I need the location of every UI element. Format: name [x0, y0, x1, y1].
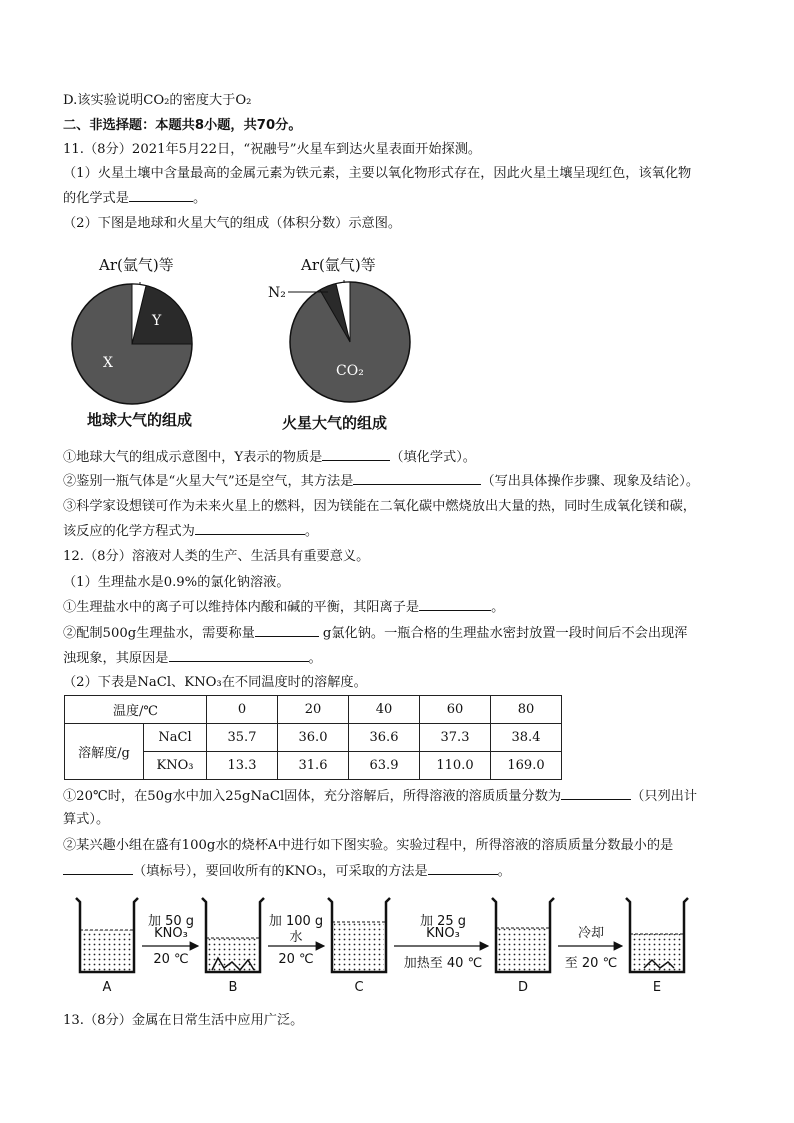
- answer-blank[interactable]: [419, 598, 491, 611]
- table-row-name: KNO₃: [144, 752, 207, 780]
- beaker-b: [202, 898, 264, 972]
- q11-part1-b-end: 。: [192, 191, 207, 206]
- q11-sub1-end: （填化学式）。: [390, 450, 476, 465]
- q12-sub2-a-text: ②配制500g生理盐水，需要称量: [63, 626, 255, 641]
- beaker-label: E: [652, 980, 662, 995]
- q12-2-sub1-b: 算式）。: [63, 812, 110, 827]
- q12-2-sub2-b: [63, 862, 511, 881]
- answer-blank[interactable]: [63, 862, 133, 875]
- earth-x-label: X: [103, 355, 113, 371]
- answer-blank[interactable]: [353, 472, 481, 485]
- beaker-e: [626, 898, 688, 972]
- table-cell: 31.6: [278, 752, 349, 780]
- option-d: D.该实验说明CO₂的密度大于O₂: [63, 93, 252, 108]
- answer-blank[interactable]: [322, 448, 390, 461]
- q12-part2: （2）下表是NaCl、KNO₃在不同温度时的溶解度。: [63, 675, 367, 690]
- q11-part2: （2）下图是地球和火星大气的组成（体积分数）示意图。: [63, 216, 402, 231]
- q12-2-sub2-a: ②某兴趣小组在盛有100g水的烧杯A中进行如下图实验。实验过程中，所得溶液的溶质质量分数最小的是: [63, 838, 674, 853]
- beaker-label: B: [228, 980, 238, 995]
- beaker-label: D: [517, 980, 528, 995]
- q11-sub3-a: ③科学家设想镁可作为未来火星上的燃料，因为镁能在二氧化碳中燃烧放出大量的热，同时生成氧化镁和碳，: [63, 499, 696, 514]
- q11-sub2-text: ②鉴别一瓶气体是“火星大气”还是空气，其方法是: [63, 474, 354, 489]
- answer-blank[interactable]: [428, 862, 498, 875]
- q13-stem: 13.（8分）金属在日常生活中应用广泛。: [63, 1013, 304, 1028]
- q12-2-sub1-a: [63, 787, 697, 806]
- earth-pie-caption: 地球大气的组成: [87, 411, 193, 429]
- table-cell: 36.0: [278, 724, 349, 752]
- answer-blank[interactable]: [255, 624, 319, 637]
- mars-pie-caption: 火星大气的组成: [282, 414, 388, 432]
- step3-top2: KNO₃: [426, 926, 460, 941]
- table-header-cell: 60: [420, 696, 491, 724]
- q11-stem: 11.（8分）2021年5月22日，“祝融号”火星车到达火星表面开始探测。: [63, 142, 482, 157]
- table-header-cell: 20: [278, 696, 349, 724]
- step1-bottom: 20 ℃: [153, 952, 189, 967]
- beaker-drawing: [62, 892, 742, 1002]
- q12-sub2-a: [63, 624, 687, 643]
- earth-y-label: Y: [152, 313, 162, 329]
- q12-sub2-b-end: 。: [308, 651, 322, 666]
- step3-top1: 加 25 g: [419, 914, 467, 929]
- step2-top2: 水: [289, 930, 303, 945]
- table-header-cell: 80: [491, 696, 562, 724]
- q12-2-sub2-b-mid: （填标号），要回收所有的KNO₃，可采取的方法是: [133, 864, 428, 879]
- table-row: [65, 724, 562, 752]
- q11-sub1: [63, 448, 476, 467]
- q11-part1-a: （1）火星土壤中含量最高的金属元素为铁元素，主要以氧化物形式存在，因此火星土壤呈现红色，该氧化物: [63, 166, 692, 181]
- section-heading: 二、非选择题：本题共8小题，共70分。: [63, 118, 302, 133]
- table-cell: 63.9: [349, 752, 420, 780]
- beaker-a: [76, 898, 138, 972]
- q12-2-sub2-b-end: 。: [497, 864, 511, 879]
- q12-sub1-text: ①生理盐水中的离子可以维持体内酸和碱的平衡，其阳离子是: [63, 600, 420, 615]
- q11-sub1-text: ①地球大气的组成示意图中，Y表示的物质是: [63, 450, 323, 465]
- step3-bottom: 加热至 40 ℃: [403, 956, 483, 971]
- table-cell: 13.3: [207, 752, 278, 780]
- q11-sub2-end: （写出具体操作步骤、现象及结论）。: [481, 474, 700, 489]
- q11-part1-b: [63, 189, 206, 208]
- table-cell: 37.3: [420, 724, 491, 752]
- q12-sub2-a-mid: g氯化钠。一瓶合格的生理盐水密封放置一段时间后不会出现浑: [322, 626, 688, 641]
- table-header-label: 温度/℃: [65, 696, 207, 724]
- mars-n2-label: N₂: [268, 285, 286, 301]
- q11-sub3-b-end: 。: [304, 524, 319, 539]
- table-cell: 38.4: [491, 724, 562, 752]
- beaker-experiment-diagram: [62, 892, 742, 1002]
- q12-sub2-b-text: 浊现象，其原因是: [63, 651, 169, 666]
- beaker-c: [328, 898, 390, 972]
- table-header-cell: 40: [349, 696, 420, 724]
- solubility-table: [64, 695, 562, 780]
- q11-sub3-b: [63, 522, 318, 541]
- q11-part1-b-text: 的化学式是: [63, 191, 129, 206]
- earth-atmosphere-pie: [70, 282, 194, 406]
- mars-co2-label: CO₂: [336, 363, 364, 379]
- mars-ar-label: Ar(氩气)等: [301, 256, 376, 274]
- q11-sub2: [63, 472, 699, 491]
- table-header-row: [65, 696, 562, 724]
- answer-blank[interactable]: [129, 189, 193, 202]
- beaker-label: C: [354, 980, 364, 995]
- mars-atmosphere-pie: [288, 280, 412, 404]
- step4-top1: 冷却: [577, 926, 604, 941]
- q12-stem: 12.（8分）溶液对人类的生产、生活具有重要意义。: [63, 549, 370, 564]
- step1-top2: KNO₃: [154, 926, 188, 941]
- q12-part1: （1）生理盐水是0.9%的氯化钠溶液。: [63, 575, 290, 590]
- table-cell: 169.0: [491, 752, 562, 780]
- step4-bottom: 至 20 ℃: [564, 956, 618, 971]
- step1-top1: 加 50 g: [147, 914, 195, 929]
- beaker-d: [492, 898, 554, 972]
- step2-top1: 加 100 g: [268, 914, 324, 929]
- table-row-group-label: 溶解度/g: [65, 724, 144, 780]
- step2-bottom: 20 ℃: [278, 952, 314, 967]
- q12-2-sub1-a-text: ①20℃时，在50g水中加入25gNaCl固体，充分溶解后，所得溶液的溶质质量分数为: [63, 789, 562, 804]
- table-row-name: NaCl: [144, 724, 207, 752]
- table-header-cell: 0: [207, 696, 278, 724]
- answer-blank[interactable]: [561, 787, 631, 800]
- table-cell: 36.6: [349, 724, 420, 752]
- table-cell: 110.0: [420, 752, 491, 780]
- earth-ar-label: Ar(氩气)等: [99, 256, 174, 274]
- beaker-label: A: [102, 980, 112, 995]
- q11-sub3-b-text: 该反应的化学方程式为: [63, 524, 195, 539]
- q12-sub1: [63, 598, 504, 617]
- answer-blank[interactable]: [169, 649, 309, 662]
- table-cell: 35.7: [207, 724, 278, 752]
- q12-2-sub1-a-end: （只列出计: [631, 789, 698, 804]
- q12-sub1-end: 。: [491, 600, 505, 615]
- answer-blank[interactable]: [195, 522, 305, 535]
- q12-sub2-b: [63, 649, 322, 668]
